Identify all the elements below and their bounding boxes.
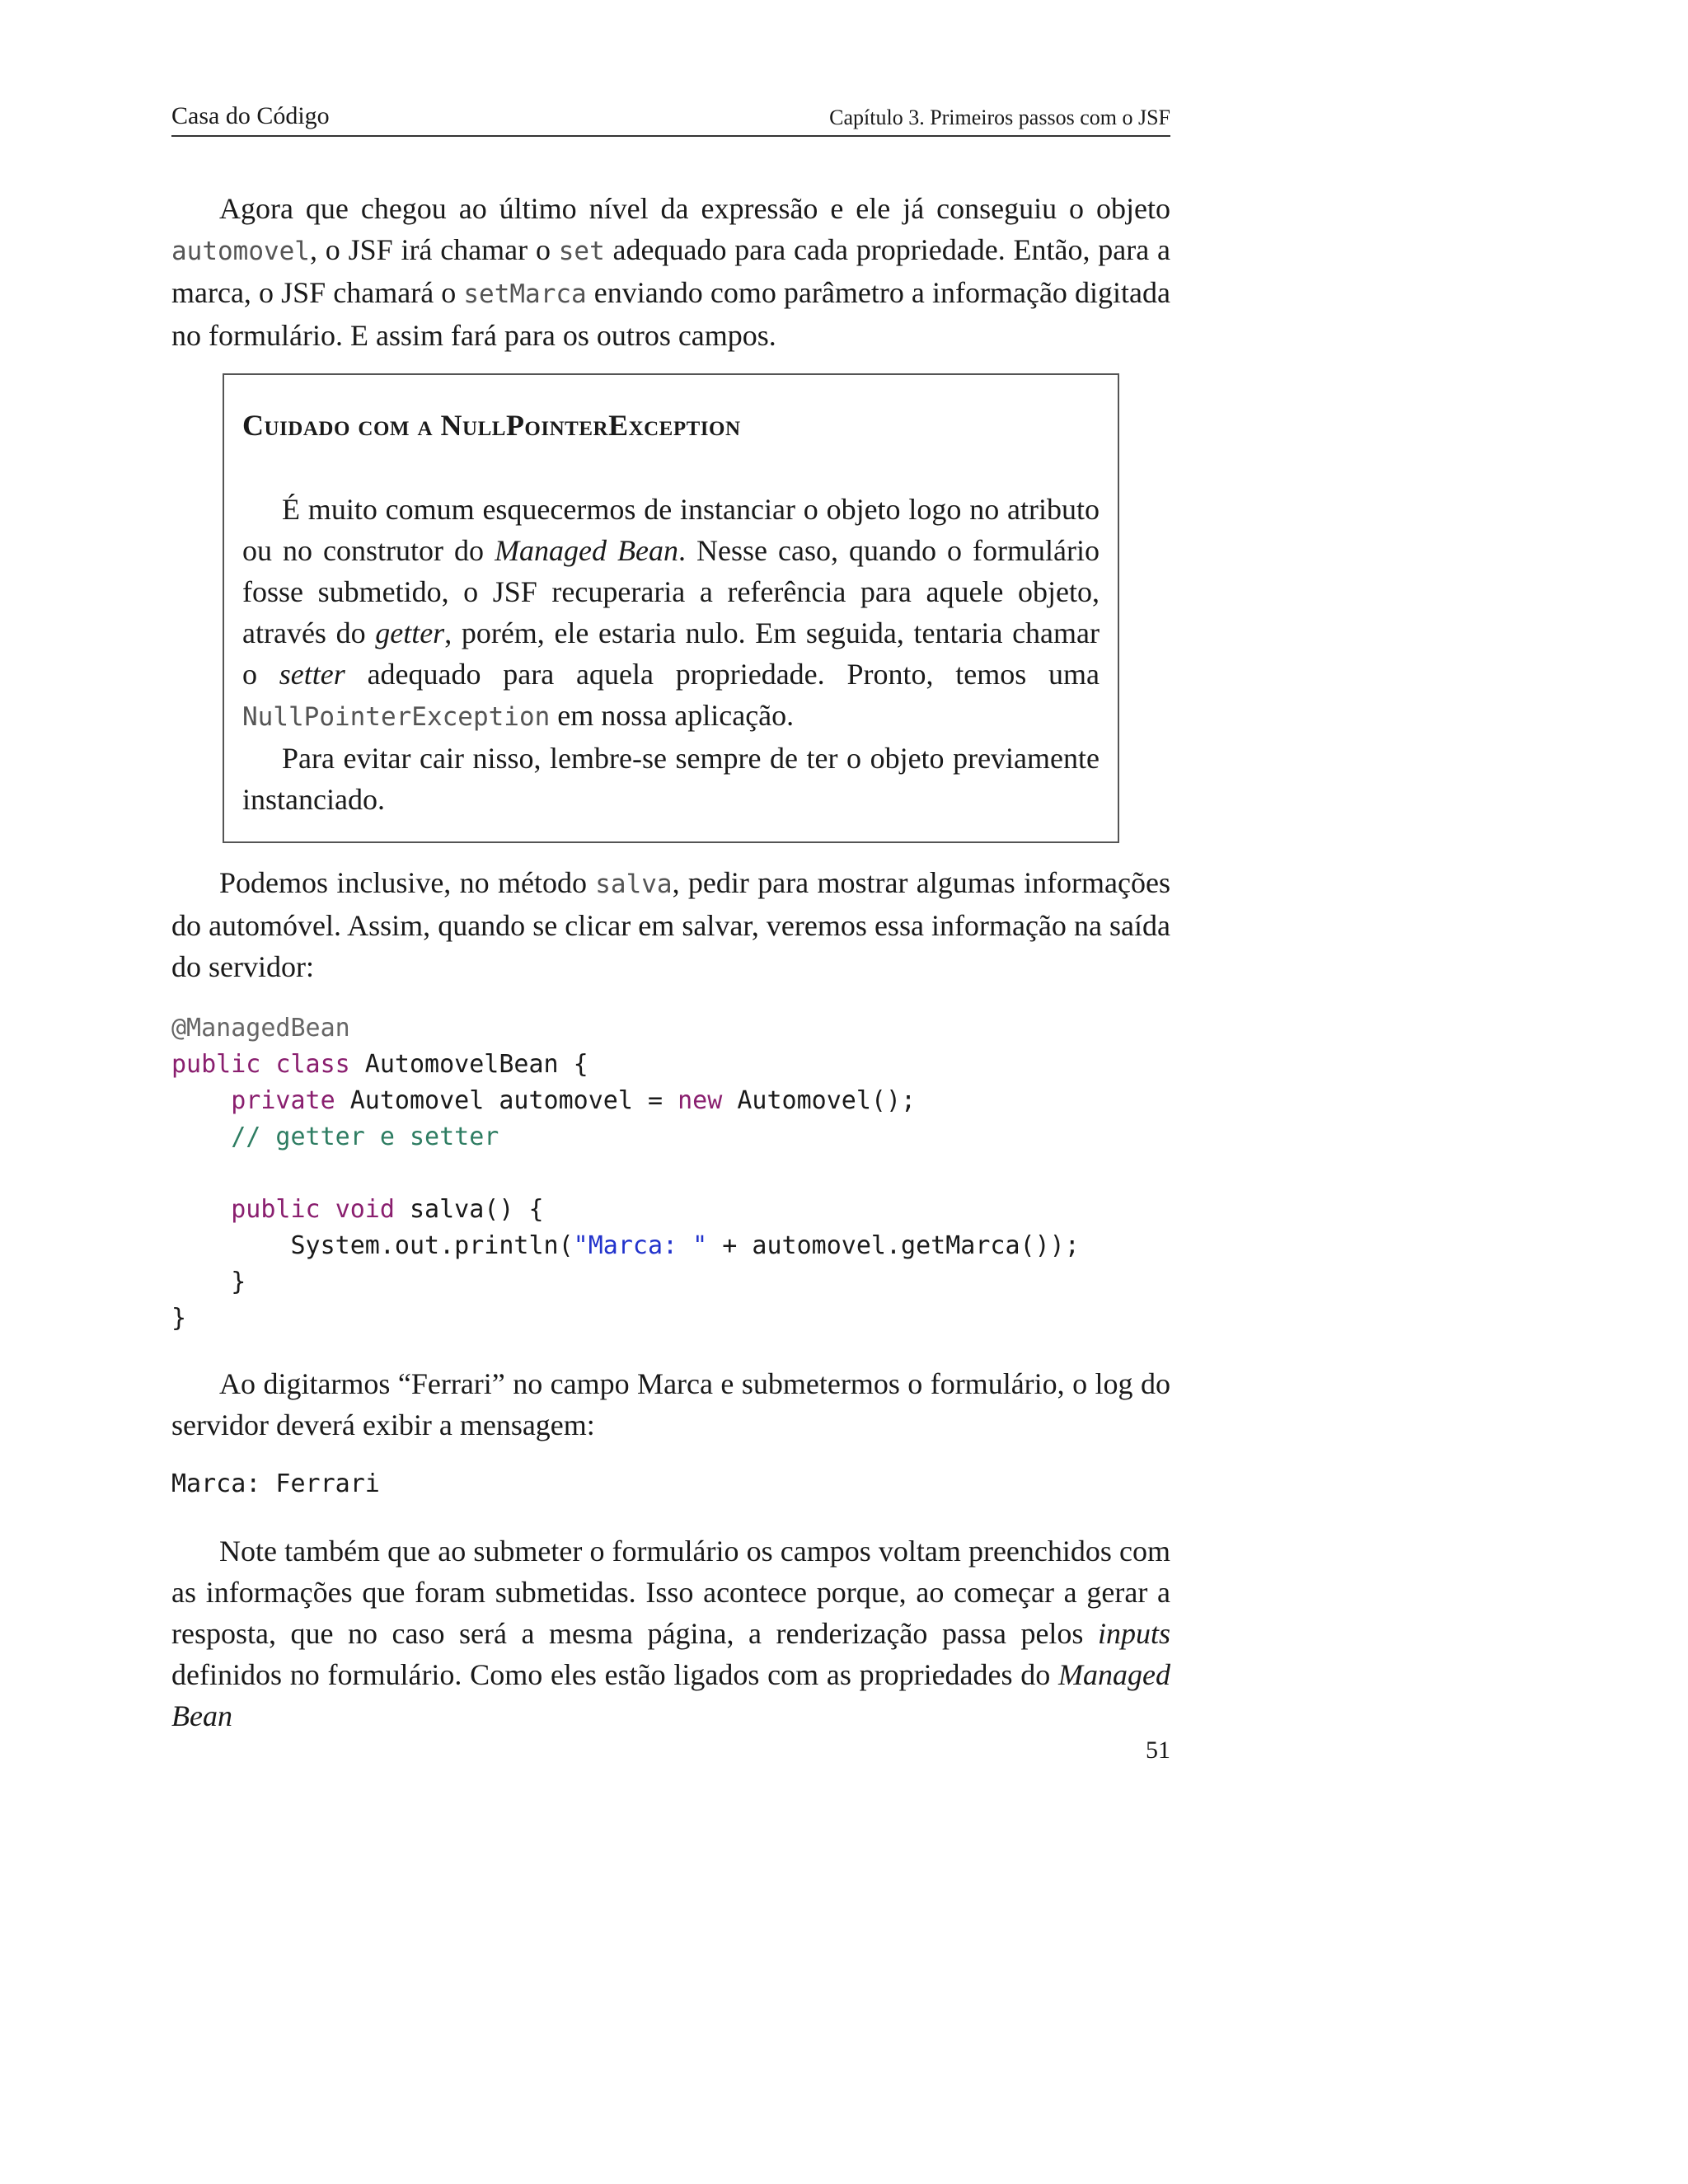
inline-code-setmarca: setMarca (463, 279, 587, 309)
server-log-output: Marca: Ferrari (171, 1469, 380, 1498)
code-keyword: new (678, 1086, 723, 1115)
paragraph-intro (171, 188, 1170, 356)
code-keyword: private (231, 1086, 335, 1115)
code-text: + automovel.getMarca()); (707, 1231, 1080, 1260)
code-keyword: public (231, 1195, 321, 1224)
page-number: 51 (1146, 1736, 1170, 1764)
code-text: Automovel(); (722, 1086, 917, 1115)
code-keyword: void (335, 1195, 395, 1224)
text-run: , o JSF irá chamar o (309, 233, 559, 266)
text-run: . Nesse caso, quando o formulário fosse submetido, o JSF recuperaria a referência para aquele objeto, através do (242, 534, 1100, 649)
inline-code-automovel: automovel (171, 237, 310, 266)
header-book-title: Casa do Código (171, 102, 330, 129)
text-run: Agora que chegou ao último nível da expressão e ele já conseguiu o objeto (219, 192, 1170, 225)
code-text: System.out.println( (290, 1231, 574, 1260)
text-run: enviando como parâmetro a informação digitada no formulário. E assim fará para os outros campos. (171, 276, 1170, 352)
text-run: em nossa aplicação. (550, 699, 795, 732)
emphasis-setter: setter (279, 658, 345, 691)
inline-code-salva: salva (595, 869, 673, 899)
code-brace: } (171, 1304, 187, 1333)
warning-callout-box (223, 373, 1119, 843)
callout-body (242, 489, 1100, 820)
callout-title: Cuidado com a NullPointerException (242, 409, 741, 442)
java-code-listing (171, 1010, 1170, 1337)
code-keyword: public (171, 1050, 261, 1079)
code-text: AutomovelBean { (349, 1050, 588, 1079)
code-keyword: class (275, 1050, 350, 1079)
inline-code-nullpointerexception: NullPointerException (242, 702, 551, 732)
text-run: , porém, ele estaria nulo. Em seguida, tentaria chamar o (242, 616, 1100, 691)
code-text: Automovel automovel = (335, 1086, 678, 1115)
code-comment: // getter e setter (231, 1122, 499, 1151)
inline-code-set: set (558, 237, 605, 266)
header-chapter-title: Capítulo 3. Primeiros passos com o JSF (829, 105, 1170, 129)
paragraph-note (171, 1530, 1170, 1736)
code-annotation: @ManagedBean (171, 1014, 350, 1043)
text-run: Podemos inclusive, no método (219, 866, 596, 899)
text-run: Ao digitarmos “Ferrari” no campo Marca e submetermos o formulário, o log do servidor deverá exibir a mensagem: (171, 1367, 1170, 1441)
code-text: salva() { (394, 1195, 544, 1224)
text-run: É muito comum esquecermos de instanciar o objeto logo no atributo ou no construtor do (242, 493, 1100, 567)
paragraph-salva (171, 862, 1170, 987)
text-run: adequado para aquela propriedade. Pronto, temos uma (345, 658, 1100, 691)
running-header (171, 97, 1170, 137)
text-run: adequado para cada propriedade. Então, para a marca, o JSF chamará o (171, 233, 1170, 309)
text-run: definidos no formulário. Como eles estão ligados com as propriedades do (171, 1658, 1059, 1691)
emphasis-managed-bean: Managed Bean (171, 1658, 1170, 1732)
text-run: , pedir para mostrar algumas informações do automóvel. Assim, quando se clicar em salvar, veremos essa informação na saída do servidor: (171, 866, 1170, 983)
callout-paragraph-2: Para evitar cair nisso, lembre-se sempre de ter o objeto previamente instanciado. (242, 742, 1100, 816)
emphasis-inputs: inputs (1097, 1617, 1170, 1650)
emphasis-managed-bean: Managed Bean (495, 534, 679, 567)
text-run: Note também que ao submeter o formulário os campos voltam preenchidos com as informações que foram submetidas. Isso acontece porque, ao começar a gerar a resposta, que no caso será a mesma página, a renderização passa pelos (171, 1535, 1170, 1650)
code-brace: } (231, 1268, 246, 1296)
code-string: "Marca: " (573, 1231, 708, 1260)
emphasis-getter: getter (375, 616, 445, 649)
paragraph-ferrari (171, 1363, 1170, 1446)
